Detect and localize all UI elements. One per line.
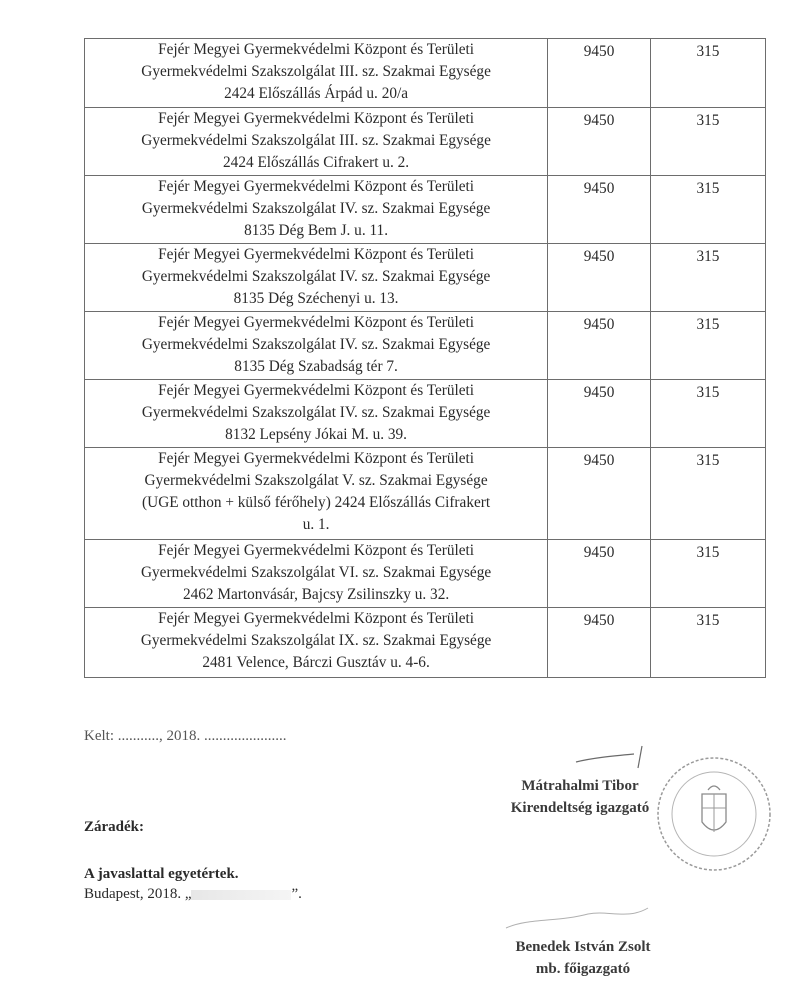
value-cell-2: [650, 380, 765, 448]
value-1: 9450: [583, 544, 615, 561]
table-row: [85, 540, 766, 608]
unit-name-cell: [85, 244, 548, 312]
table-row: [85, 244, 766, 312]
unit-name-line: u. 1.: [302, 516, 330, 533]
unit-name-line: Fejér Megyei Gyermekvédelmi Központ és Területi: [158, 41, 475, 58]
unit-name-line: Gyermekvédelmi Szakszolgálat IX. sz. Szakmai Egysége: [140, 632, 492, 649]
value-cell-2: [650, 176, 765, 244]
date-line: Kelt: ..........., 2018. ......................: [84, 728, 287, 744]
table-row: [85, 608, 766, 678]
unit-name-cell: [85, 448, 548, 540]
value-1: 9450: [583, 248, 615, 265]
unit-name-cell: [85, 608, 548, 678]
unit-name-line: Gyermekvédelmi Szakszolgálat III. sz. Szakmai Egysége: [141, 132, 491, 149]
table-row: [85, 380, 766, 448]
unit-name-line: (UGE otthon + külső férőhely) 2424 Előszállás Cifrakert: [142, 494, 491, 511]
value-2: 315: [696, 384, 720, 401]
value-2: 315: [696, 43, 720, 60]
unit-name-line: 8135 Dég Szabadság tér 7.: [234, 358, 398, 375]
value-cell-1: [548, 108, 651, 176]
unit-name-line: Gyermekvédelmi Szakszolgálat IV. sz. Szakmai Egysége: [141, 404, 491, 421]
value-2: 315: [696, 112, 720, 129]
unit-name-cell: [85, 176, 548, 244]
value-1: 9450: [583, 612, 615, 629]
unit-name-cell: [85, 108, 548, 176]
approval-date: [84, 884, 302, 904]
approval-date-prefix: Budapest, 2018. „: [84, 886, 192, 902]
value-cell-2: [650, 39, 765, 108]
unit-name-line: Fejér Megyei Gyermekvédelmi Központ és Területi: [158, 178, 475, 195]
unit-name-line: Fejér Megyei Gyermekvédelmi Központ és Területi: [158, 246, 475, 263]
value-1: 9450: [583, 112, 615, 129]
value-1: 9450: [583, 452, 615, 469]
unit-name-line: 2424 Előszállás Árpád u. 20/a: [224, 85, 409, 102]
value-2: 315: [696, 180, 720, 197]
unit-name-line: 2462 Martonvásár, Bajcsy Zsilinszky u. 32.: [182, 586, 450, 603]
value-2: 315: [696, 544, 720, 561]
unit-name-cell: [85, 39, 548, 108]
value-2: 315: [696, 612, 720, 629]
signer-title: Kirendeltség igazgató: [510, 800, 650, 816]
units-table: [84, 38, 766, 678]
value-cell-1: [548, 39, 651, 108]
unit-name-line: Gyermekvédelmi Szakszolgálat IV. sz. Szakmai Egysége: [141, 200, 491, 217]
unit-name-line: Fejér Megyei Gyermekvédelmi Központ és Területi: [158, 610, 475, 627]
value-1: 9450: [583, 180, 615, 197]
value-cell-2: [650, 540, 765, 608]
value-cell-1: [548, 540, 651, 608]
unit-name-line: Gyermekvédelmi Szakszolgálat III. sz. Szakmai Egysége: [141, 63, 491, 80]
table-row: [85, 39, 766, 108]
value-cell-2: [650, 108, 765, 176]
unit-name-cell: [85, 540, 548, 608]
unit-name-line: 2481 Velence, Bárczi Gusztáv u. 4-6.: [202, 654, 430, 671]
signature-mark-1: [572, 742, 662, 772]
official-seal: [652, 752, 776, 876]
value-cell-1: [548, 448, 651, 540]
unit-name-line: Fejér Megyei Gyermekvédelmi Központ és Területi: [158, 110, 475, 127]
signature-mark-2: [498, 900, 658, 940]
unit-name-line: Gyermekvédelmi Szakszolgálat VI. sz. Szakmai Egysége: [140, 564, 492, 581]
value-cell-1: [548, 312, 651, 380]
unit-name-line: 8135 Dég Bem J. u. 11.: [244, 222, 389, 239]
blurred-date: [191, 890, 291, 900]
table-row: [85, 108, 766, 176]
signer-name: Mátrahalmi Tibor: [521, 778, 639, 794]
value-cell-1: [548, 608, 651, 678]
approval-date-suffix: ”.: [291, 886, 302, 902]
value-2: 315: [696, 316, 720, 333]
unit-name-line: 8132 Lepsény Jókai M. u. 39.: [225, 426, 407, 443]
value-cell-2: [650, 608, 765, 678]
unit-name-line: Fejér Megyei Gyermekvédelmi Központ és Területi: [158, 450, 475, 467]
table-row: [85, 176, 766, 244]
value-cell-2: [650, 448, 765, 540]
value-2: 315: [696, 452, 720, 469]
unit-name-line: Fejér Megyei Gyermekvédelmi Központ és Területi: [158, 314, 475, 331]
unit-name-cell: [85, 312, 548, 380]
unit-name-line: Fejér Megyei Gyermekvédelmi Központ és Területi: [158, 382, 475, 399]
signer-title: mb. főigazgató: [535, 961, 631, 977]
value-1: 9450: [583, 43, 615, 60]
approval-block: [84, 864, 302, 904]
clause-heading: Záradék:: [84, 819, 144, 835]
unit-name-cell: [85, 380, 548, 448]
signer-block-2: [498, 936, 668, 980]
value-cell-2: [650, 244, 765, 312]
units-table-body: [85, 39, 766, 678]
approval-statement: A javaslattal egyetértek.: [84, 866, 239, 882]
value-cell-1: [548, 176, 651, 244]
unit-name-line: Gyermekvédelmi Szakszolgálat IV. sz. Szakmai Egysége: [141, 268, 491, 285]
table-row: [85, 312, 766, 380]
unit-name-line: Fejér Megyei Gyermekvédelmi Központ és Területi: [158, 542, 475, 559]
signer-name: Benedek István Zsolt: [515, 939, 651, 955]
value-cell-1: [548, 244, 651, 312]
signer-block-1: [490, 775, 670, 819]
unit-name-line: 2424 Előszállás Cifrakert u. 2.: [223, 154, 410, 171]
value-1: 9450: [583, 384, 615, 401]
unit-name-line: 8135 Dég Széchenyi u. 13.: [233, 290, 399, 307]
table-row: [85, 448, 766, 540]
unit-name-line: Gyermekvédelmi Szakszolgálat V. sz. Szakmai Egysége: [144, 472, 488, 489]
value-cell-1: [548, 380, 651, 448]
value-cell-2: [650, 312, 765, 380]
unit-name-line: Gyermekvédelmi Szakszolgálat IV. sz. Szakmai Egysége: [141, 336, 491, 353]
value-1: 9450: [583, 316, 615, 333]
value-2: 315: [696, 248, 720, 265]
